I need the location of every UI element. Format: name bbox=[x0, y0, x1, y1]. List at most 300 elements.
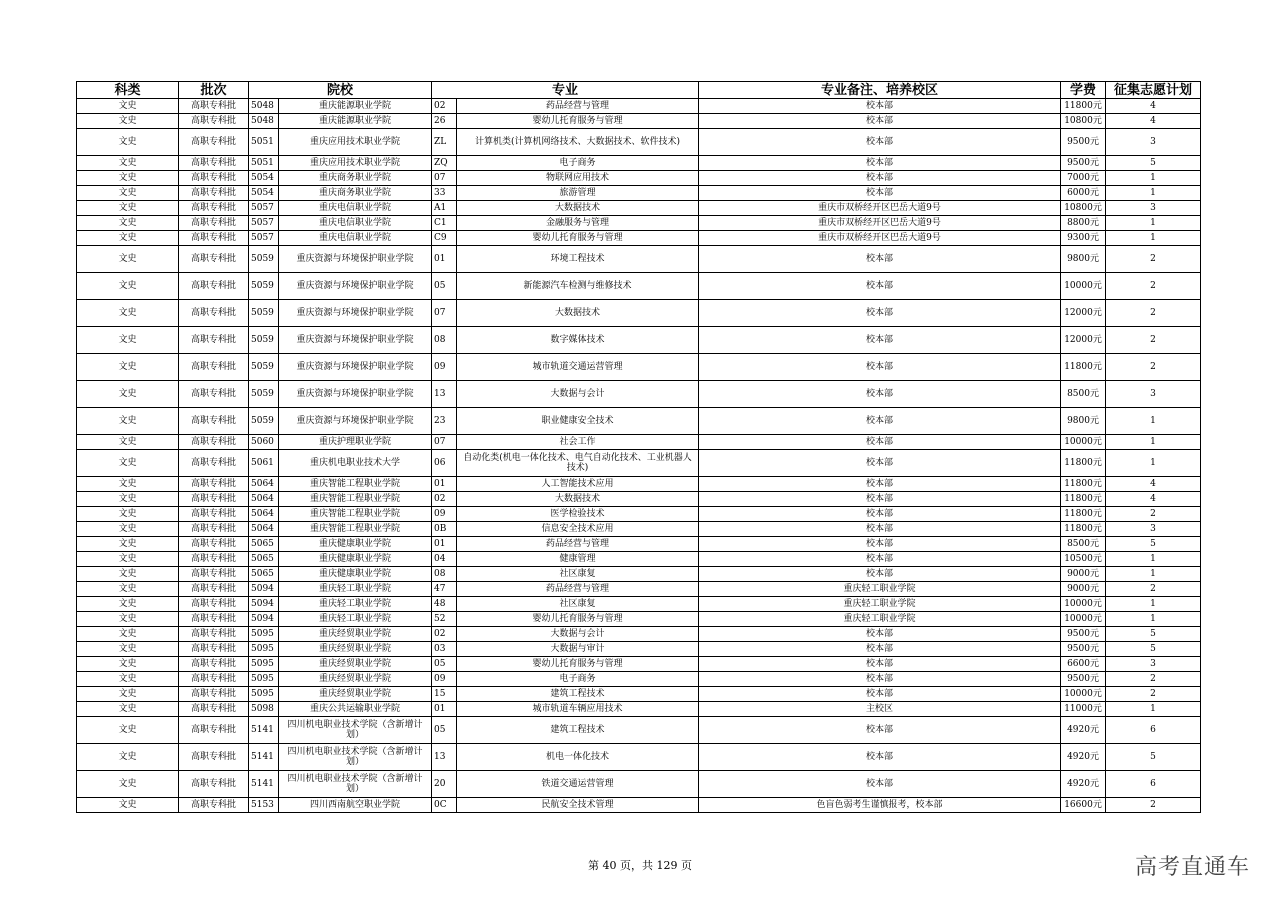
cell-plan: 3 bbox=[1106, 129, 1201, 156]
cell-category: 文史 bbox=[77, 327, 179, 354]
cell-school-code: 5141 bbox=[249, 771, 279, 798]
cell-tuition: 10500元 bbox=[1061, 552, 1106, 567]
cell-plan: 2 bbox=[1106, 798, 1201, 813]
cell-major-name: 电子商务 bbox=[457, 672, 699, 687]
cell-batch: 高职专科批 bbox=[179, 612, 249, 627]
cell-major-name: 建筑工程技术 bbox=[457, 687, 699, 702]
header-major: 专业 bbox=[432, 82, 699, 99]
cell-school-code: 5095 bbox=[249, 642, 279, 657]
cell-plan: 2 bbox=[1106, 327, 1201, 354]
cell-remark: 校本部 bbox=[699, 273, 1061, 300]
cell-tuition: 9500元 bbox=[1061, 129, 1106, 156]
cell-major-code: 09 bbox=[432, 354, 457, 381]
cell-batch: 高职专科批 bbox=[179, 717, 249, 744]
cell-major-name: 婴幼儿托育服务与管理 bbox=[457, 114, 699, 129]
cell-school-name: 重庆能源职业学院 bbox=[279, 99, 432, 114]
cell-school-code: 5048 bbox=[249, 114, 279, 129]
cell-school-code: 5057 bbox=[249, 201, 279, 216]
cell-school-code: 5059 bbox=[249, 381, 279, 408]
cell-category: 文史 bbox=[77, 642, 179, 657]
cell-plan: 1 bbox=[1106, 450, 1201, 477]
cell-school-code: 5051 bbox=[249, 129, 279, 156]
cell-major-code: 15 bbox=[432, 687, 457, 702]
table-body bbox=[77, 99, 1201, 813]
cell-major-code: 02 bbox=[432, 627, 457, 642]
cell-school-name: 重庆经贸职业学院 bbox=[279, 657, 432, 672]
cell-category: 文史 bbox=[77, 717, 179, 744]
cell-batch: 高职专科批 bbox=[179, 507, 249, 522]
cell-school-name: 重庆资源与环境保护职业学院 bbox=[279, 327, 432, 354]
cell-school-code: 5095 bbox=[249, 657, 279, 672]
table-row bbox=[77, 327, 1201, 354]
cell-school-code: 5141 bbox=[249, 744, 279, 771]
cell-plan: 6 bbox=[1106, 771, 1201, 798]
cell-tuition: 9500元 bbox=[1061, 642, 1106, 657]
cell-plan: 2 bbox=[1106, 507, 1201, 522]
cell-school-name: 重庆智能工程职业学院 bbox=[279, 507, 432, 522]
cell-major-code: 01 bbox=[432, 537, 457, 552]
cell-plan: 1 bbox=[1106, 435, 1201, 450]
cell-tuition: 8500元 bbox=[1061, 381, 1106, 408]
cell-major-name: 民航安全技术管理 bbox=[457, 798, 699, 813]
cell-remark: 校本部 bbox=[699, 507, 1061, 522]
table-row bbox=[77, 129, 1201, 156]
cell-school-code: 5057 bbox=[249, 216, 279, 231]
cell-category: 文史 bbox=[77, 771, 179, 798]
cell-category: 文史 bbox=[77, 744, 179, 771]
cell-school-code: 5153 bbox=[249, 798, 279, 813]
cell-major-name: 大数据技术 bbox=[457, 300, 699, 327]
cell-school-name: 四川机电职业技术学院（含新增计划） bbox=[279, 771, 432, 798]
cell-tuition: 10800元 bbox=[1061, 201, 1106, 216]
cell-plan: 2 bbox=[1106, 582, 1201, 597]
cell-plan: 4 bbox=[1106, 114, 1201, 129]
header-plan: 征集志愿计划 bbox=[1106, 82, 1201, 99]
cell-school-name: 重庆电信职业学院 bbox=[279, 231, 432, 246]
cell-tuition: 10000元 bbox=[1061, 597, 1106, 612]
table-row bbox=[77, 597, 1201, 612]
cell-plan: 4 bbox=[1106, 477, 1201, 492]
cell-remark: 校本部 bbox=[699, 114, 1061, 129]
cell-tuition: 4920元 bbox=[1061, 771, 1106, 798]
table-row bbox=[77, 273, 1201, 300]
cell-batch: 高职专科批 bbox=[179, 186, 249, 201]
cell-major-code: 26 bbox=[432, 114, 457, 129]
cell-tuition: 10000元 bbox=[1061, 273, 1106, 300]
cell-major-code: 08 bbox=[432, 567, 457, 582]
cell-major-code: ZL bbox=[432, 129, 457, 156]
cell-batch: 高职专科批 bbox=[179, 408, 249, 435]
cell-major-name: 药品经营与管理 bbox=[457, 582, 699, 597]
cell-plan: 3 bbox=[1106, 657, 1201, 672]
cell-major-name: 建筑工程技术 bbox=[457, 717, 699, 744]
table-row bbox=[77, 435, 1201, 450]
cell-school-code: 5059 bbox=[249, 408, 279, 435]
cell-major-code: 48 bbox=[432, 597, 457, 612]
cell-category: 文史 bbox=[77, 672, 179, 687]
enrollment-table bbox=[76, 81, 1201, 813]
cell-batch: 高职专科批 bbox=[179, 114, 249, 129]
cell-major-name: 职业健康安全技术 bbox=[457, 408, 699, 435]
cell-remark: 校本部 bbox=[699, 381, 1061, 408]
cell-school-code: 5059 bbox=[249, 327, 279, 354]
cell-major-code: 0C bbox=[432, 798, 457, 813]
table-row bbox=[77, 798, 1201, 813]
cell-school-code: 5095 bbox=[249, 627, 279, 642]
cell-remark: 校本部 bbox=[699, 435, 1061, 450]
cell-remark: 校本部 bbox=[699, 687, 1061, 702]
cell-school-name: 重庆资源与环境保护职业学院 bbox=[279, 246, 432, 273]
table-row bbox=[77, 450, 1201, 477]
cell-category: 文史 bbox=[77, 156, 179, 171]
cell-plan: 6 bbox=[1106, 717, 1201, 744]
cell-category: 文史 bbox=[77, 597, 179, 612]
table-row bbox=[77, 186, 1201, 201]
cell-category: 文史 bbox=[77, 687, 179, 702]
cell-major-code: 0B bbox=[432, 522, 457, 537]
page-footer: 第 40 页，共 129 页 bbox=[588, 859, 692, 872]
cell-category: 文史 bbox=[77, 171, 179, 186]
cell-school-name: 重庆经贸职业学院 bbox=[279, 627, 432, 642]
cell-plan: 2 bbox=[1106, 273, 1201, 300]
cell-batch: 高职专科批 bbox=[179, 300, 249, 327]
cell-batch: 高职专科批 bbox=[179, 522, 249, 537]
table-row bbox=[77, 300, 1201, 327]
cell-school-code: 5059 bbox=[249, 273, 279, 300]
cell-major-name: 环境工程技术 bbox=[457, 246, 699, 273]
cell-remark: 校本部 bbox=[699, 552, 1061, 567]
cell-batch: 高职专科批 bbox=[179, 492, 249, 507]
cell-remark: 校本部 bbox=[699, 627, 1061, 642]
cell-major-name: 自动化类(机电一体化技术、电气自动化技术、工业机器人技术) bbox=[457, 450, 699, 477]
cell-major-name: 社区康复 bbox=[457, 567, 699, 582]
cell-tuition: 11800元 bbox=[1061, 450, 1106, 477]
cell-major-code: 05 bbox=[432, 717, 457, 744]
cell-school-name: 重庆资源与环境保护职业学院 bbox=[279, 273, 432, 300]
watermark-logo: 高考直通车 bbox=[1134, 855, 1250, 880]
cell-school-name: 重庆健康职业学院 bbox=[279, 552, 432, 567]
cell-school-name: 重庆经贸职业学院 bbox=[279, 672, 432, 687]
cell-major-code: C1 bbox=[432, 216, 457, 231]
cell-remark: 校本部 bbox=[699, 327, 1061, 354]
cell-category: 文史 bbox=[77, 129, 179, 156]
cell-school-name: 重庆经贸职业学院 bbox=[279, 642, 432, 657]
cell-school-name: 四川西南航空职业学院 bbox=[279, 798, 432, 813]
cell-school-code: 5094 bbox=[249, 597, 279, 612]
cell-school-name: 重庆健康职业学院 bbox=[279, 537, 432, 552]
table-row bbox=[77, 771, 1201, 798]
cell-category: 文史 bbox=[77, 450, 179, 477]
cell-remark: 重庆轻工职业学院 bbox=[699, 612, 1061, 627]
cell-school-name: 重庆经贸职业学院 bbox=[279, 687, 432, 702]
cell-remark: 校本部 bbox=[699, 642, 1061, 657]
cell-major-name: 电子商务 bbox=[457, 156, 699, 171]
cell-school-code: 5059 bbox=[249, 354, 279, 381]
cell-batch: 高职专科批 bbox=[179, 477, 249, 492]
cell-school-code: 5064 bbox=[249, 492, 279, 507]
table-row bbox=[77, 522, 1201, 537]
cell-batch: 高职专科批 bbox=[179, 702, 249, 717]
cell-major-name: 大数据技术 bbox=[457, 492, 699, 507]
cell-batch: 高职专科批 bbox=[179, 687, 249, 702]
cell-remark: 主校区 bbox=[699, 702, 1061, 717]
cell-tuition: 8500元 bbox=[1061, 537, 1106, 552]
cell-tuition: 9500元 bbox=[1061, 627, 1106, 642]
cell-remark: 校本部 bbox=[699, 537, 1061, 552]
cell-major-name: 城市轨道交通运营管理 bbox=[457, 354, 699, 381]
cell-school-code: 5095 bbox=[249, 672, 279, 687]
cell-batch: 高职专科批 bbox=[179, 129, 249, 156]
cell-plan: 1 bbox=[1106, 612, 1201, 627]
cell-plan: 1 bbox=[1106, 702, 1201, 717]
cell-category: 文史 bbox=[77, 798, 179, 813]
cell-school-name: 四川机电职业技术学院（含新增计划） bbox=[279, 744, 432, 771]
cell-major-name: 机电一体化技术 bbox=[457, 744, 699, 771]
cell-major-code: ZQ bbox=[432, 156, 457, 171]
table-row bbox=[77, 642, 1201, 657]
cell-school-code: 5065 bbox=[249, 567, 279, 582]
table-row bbox=[77, 216, 1201, 231]
cell-tuition: 12000元 bbox=[1061, 300, 1106, 327]
cell-school-code: 5057 bbox=[249, 231, 279, 246]
cell-batch: 高职专科批 bbox=[179, 672, 249, 687]
cell-remark: 校本部 bbox=[699, 408, 1061, 435]
cell-school-code: 5054 bbox=[249, 186, 279, 201]
cell-major-name: 城市轨道车辆应用技术 bbox=[457, 702, 699, 717]
cell-remark: 校本部 bbox=[699, 99, 1061, 114]
cell-school-code: 5051 bbox=[249, 156, 279, 171]
cell-plan: 2 bbox=[1106, 300, 1201, 327]
cell-remark: 校本部 bbox=[699, 477, 1061, 492]
cell-school-code: 5095 bbox=[249, 687, 279, 702]
cell-category: 文史 bbox=[77, 477, 179, 492]
cell-remark: 重庆市双桥经开区巴岳大道9号 bbox=[699, 201, 1061, 216]
cell-batch: 高职专科批 bbox=[179, 216, 249, 231]
table-row bbox=[77, 507, 1201, 522]
cell-major-code: 09 bbox=[432, 672, 457, 687]
table-row bbox=[77, 231, 1201, 246]
cell-category: 文史 bbox=[77, 657, 179, 672]
cell-remark: 校本部 bbox=[699, 522, 1061, 537]
cell-major-name: 计算机类(计算机网络技术、大数据技术、软件技术) bbox=[457, 129, 699, 156]
cell-major-code: 01 bbox=[432, 477, 457, 492]
table-row bbox=[77, 381, 1201, 408]
cell-plan: 3 bbox=[1106, 381, 1201, 408]
cell-school-code: 5060 bbox=[249, 435, 279, 450]
table-row bbox=[77, 171, 1201, 186]
cell-plan: 5 bbox=[1106, 744, 1201, 771]
cell-plan: 5 bbox=[1106, 156, 1201, 171]
cell-school-code: 5048 bbox=[249, 99, 279, 114]
cell-school-name: 重庆智能工程职业学院 bbox=[279, 492, 432, 507]
cell-major-code: 01 bbox=[432, 246, 457, 273]
header-batch: 批次 bbox=[179, 82, 249, 99]
cell-category: 文史 bbox=[77, 507, 179, 522]
cell-batch: 高职专科批 bbox=[179, 567, 249, 582]
header-category: 科类 bbox=[77, 82, 179, 99]
table-row bbox=[77, 627, 1201, 642]
table-row bbox=[77, 156, 1201, 171]
table-row bbox=[77, 702, 1201, 717]
table-row bbox=[77, 582, 1201, 597]
cell-major-name: 新能源汽车检测与维修技术 bbox=[457, 273, 699, 300]
cell-major-name: 婴幼儿托育服务与管理 bbox=[457, 657, 699, 672]
cell-major-code: 13 bbox=[432, 744, 457, 771]
cell-batch: 高职专科批 bbox=[179, 201, 249, 216]
cell-major-name: 医学检验技术 bbox=[457, 507, 699, 522]
cell-major-name: 大数据与会计 bbox=[457, 627, 699, 642]
cell-plan: 2 bbox=[1106, 354, 1201, 381]
table-row bbox=[77, 477, 1201, 492]
cell-major-name: 铁道交通运营管理 bbox=[457, 771, 699, 798]
cell-batch: 高职专科批 bbox=[179, 381, 249, 408]
cell-major-code: 02 bbox=[432, 492, 457, 507]
cell-school-code: 5064 bbox=[249, 507, 279, 522]
cell-remark: 校本部 bbox=[699, 450, 1061, 477]
cell-tuition: 10800元 bbox=[1061, 114, 1106, 129]
cell-major-name: 数字媒体技术 bbox=[457, 327, 699, 354]
cell-major-code: A1 bbox=[432, 201, 457, 216]
header-remark: 专业备注、培养校区 bbox=[699, 82, 1061, 99]
cell-plan: 1 bbox=[1106, 408, 1201, 435]
cell-batch: 高职专科批 bbox=[179, 156, 249, 171]
cell-school-name: 重庆电信职业学院 bbox=[279, 201, 432, 216]
cell-major-name: 人工智能技术应用 bbox=[457, 477, 699, 492]
cell-batch: 高职专科批 bbox=[179, 99, 249, 114]
cell-remark: 校本部 bbox=[699, 156, 1061, 171]
table-row bbox=[77, 537, 1201, 552]
cell-tuition: 9800元 bbox=[1061, 408, 1106, 435]
cell-remark: 校本部 bbox=[699, 567, 1061, 582]
cell-plan: 4 bbox=[1106, 492, 1201, 507]
cell-major-code: 20 bbox=[432, 771, 457, 798]
cell-school-name: 重庆公共运输职业学院 bbox=[279, 702, 432, 717]
cell-major-name: 药品经营与管理 bbox=[457, 99, 699, 114]
table-row bbox=[77, 567, 1201, 582]
cell-batch: 高职专科批 bbox=[179, 537, 249, 552]
cell-school-name: 重庆健康职业学院 bbox=[279, 567, 432, 582]
table-row bbox=[77, 657, 1201, 672]
cell-remark: 重庆轻工职业学院 bbox=[699, 582, 1061, 597]
cell-remark: 校本部 bbox=[699, 744, 1061, 771]
cell-batch: 高职专科批 bbox=[179, 771, 249, 798]
cell-tuition: 6000元 bbox=[1061, 186, 1106, 201]
cell-major-name: 婴幼儿托育服务与管理 bbox=[457, 612, 699, 627]
cell-batch: 高职专科批 bbox=[179, 627, 249, 642]
cell-tuition: 11800元 bbox=[1061, 99, 1106, 114]
cell-plan: 2 bbox=[1106, 672, 1201, 687]
cell-category: 文史 bbox=[77, 492, 179, 507]
cell-major-code: 52 bbox=[432, 612, 457, 627]
cell-school-name: 重庆智能工程职业学院 bbox=[279, 477, 432, 492]
cell-tuition: 16600元 bbox=[1061, 798, 1106, 813]
cell-remark: 校本部 bbox=[699, 186, 1061, 201]
cell-plan: 1 bbox=[1106, 231, 1201, 246]
table-row bbox=[77, 552, 1201, 567]
cell-school-name: 重庆电信职业学院 bbox=[279, 216, 432, 231]
cell-remark: 校本部 bbox=[699, 300, 1061, 327]
cell-major-code: 33 bbox=[432, 186, 457, 201]
cell-major-code: 04 bbox=[432, 552, 457, 567]
cell-school-name: 重庆护理职业学院 bbox=[279, 435, 432, 450]
cell-major-code: 03 bbox=[432, 642, 457, 657]
cell-category: 文史 bbox=[77, 114, 179, 129]
cell-category: 文史 bbox=[77, 552, 179, 567]
cell-category: 文史 bbox=[77, 522, 179, 537]
cell-major-code: 09 bbox=[432, 507, 457, 522]
cell-tuition: 10000元 bbox=[1061, 687, 1106, 702]
cell-school-code: 5059 bbox=[249, 246, 279, 273]
cell-plan: 5 bbox=[1106, 627, 1201, 642]
cell-tuition: 4920元 bbox=[1061, 744, 1106, 771]
cell-plan: 1 bbox=[1106, 171, 1201, 186]
cell-school-code: 5064 bbox=[249, 522, 279, 537]
cell-school-name: 重庆轻工职业学院 bbox=[279, 582, 432, 597]
cell-school-code: 5059 bbox=[249, 300, 279, 327]
cell-tuition: 10000元 bbox=[1061, 435, 1106, 450]
cell-major-code: 13 bbox=[432, 381, 457, 408]
cell-remark: 校本部 bbox=[699, 492, 1061, 507]
cell-category: 文史 bbox=[77, 273, 179, 300]
cell-plan: 3 bbox=[1106, 201, 1201, 216]
cell-major-code: C9 bbox=[432, 231, 457, 246]
cell-major-name: 物联网应用技术 bbox=[457, 171, 699, 186]
cell-batch: 高职专科批 bbox=[179, 273, 249, 300]
cell-school-code: 5094 bbox=[249, 582, 279, 597]
cell-school-name: 重庆应用技术职业学院 bbox=[279, 156, 432, 171]
cell-major-name: 社区康复 bbox=[457, 597, 699, 612]
cell-batch: 高职专科批 bbox=[179, 798, 249, 813]
cell-major-code: 07 bbox=[432, 171, 457, 186]
cell-tuition: 11800元 bbox=[1061, 354, 1106, 381]
cell-remark: 校本部 bbox=[699, 672, 1061, 687]
cell-plan: 5 bbox=[1106, 642, 1201, 657]
cell-batch: 高职专科批 bbox=[179, 582, 249, 597]
cell-tuition: 10000元 bbox=[1061, 612, 1106, 627]
cell-category: 文史 bbox=[77, 567, 179, 582]
cell-batch: 高职专科批 bbox=[179, 327, 249, 354]
cell-category: 文史 bbox=[77, 99, 179, 114]
cell-category: 文史 bbox=[77, 435, 179, 450]
cell-school-name: 重庆资源与环境保护职业学院 bbox=[279, 300, 432, 327]
cell-major-name: 信息安全技术应用 bbox=[457, 522, 699, 537]
cell-tuition: 11000元 bbox=[1061, 702, 1106, 717]
cell-remark: 校本部 bbox=[699, 129, 1061, 156]
cell-remark: 校本部 bbox=[699, 171, 1061, 186]
cell-tuition: 9500元 bbox=[1061, 156, 1106, 171]
cell-school-code: 5061 bbox=[249, 450, 279, 477]
cell-category: 文史 bbox=[77, 381, 179, 408]
cell-plan: 1 bbox=[1106, 597, 1201, 612]
cell-major-name: 社会工作 bbox=[457, 435, 699, 450]
cell-batch: 高职专科批 bbox=[179, 744, 249, 771]
cell-plan: 2 bbox=[1106, 246, 1201, 273]
cell-major-code: 05 bbox=[432, 273, 457, 300]
cell-tuition: 4920元 bbox=[1061, 717, 1106, 744]
cell-tuition: 9800元 bbox=[1061, 246, 1106, 273]
cell-remark: 校本部 bbox=[699, 246, 1061, 273]
cell-tuition: 7000元 bbox=[1061, 171, 1106, 186]
cell-category: 文史 bbox=[77, 627, 179, 642]
cell-major-name: 旅游管理 bbox=[457, 186, 699, 201]
cell-tuition: 11800元 bbox=[1061, 492, 1106, 507]
cell-major-name: 大数据技术 bbox=[457, 201, 699, 216]
cell-major-code: 08 bbox=[432, 327, 457, 354]
table-row bbox=[77, 687, 1201, 702]
cell-school-name: 重庆智能工程职业学院 bbox=[279, 522, 432, 537]
cell-school-name: 重庆商务职业学院 bbox=[279, 171, 432, 186]
cell-plan: 3 bbox=[1106, 522, 1201, 537]
